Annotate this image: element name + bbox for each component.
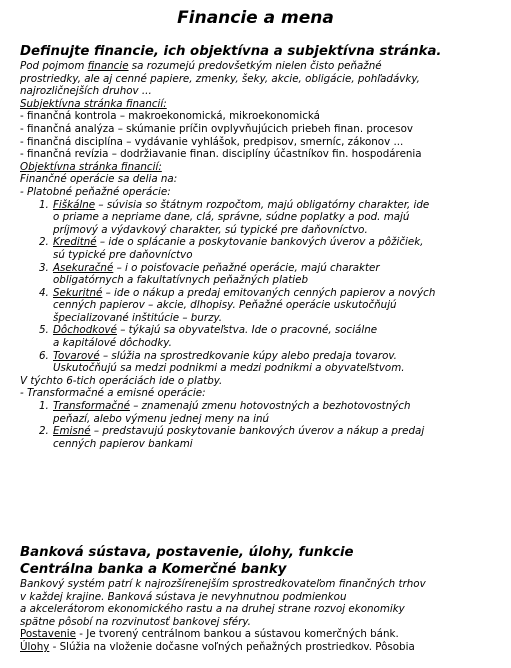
body-text: spätne pôsobí na rozvinutosť bankovej sféry. [20,615,251,628]
operation-text: peňazí, alebo výmenu jednej meny na inú [53,412,270,425]
operation-text: príjmový a výdavkový charakter, sú typické pre daňovníctvo. [53,223,368,236]
operation-text: cenných papierov bankami [53,437,193,450]
list-item: - finančná disciplína – vydávanie vyhlášok, predpisov, smerníc, zákonov ... [20,135,404,148]
list-item [20,287,505,325]
intro-paragraph [20,60,505,98]
section-banking [20,545,505,654]
subjective-heading: Subjektívna stránka financií: [20,97,167,110]
operation-text: Uskutočňujú sa medzi podnikmi a medzi podnikmi a obyvateľstvom. [53,362,405,375]
operation-text: cenných papierov – akcie, dlhopisy. Peňažné operácie uskutočňujú [53,299,397,312]
operation-text: o priame a nepriame dane, clá, správne, súdne poplatky a pod. majú [53,211,410,224]
operation-text: – ide o splácanie a poskytovanie bankových úverov a pôžičiek, [96,236,424,249]
section-heading: Definujte financie, ich objektívna a subjektívna stránka. [20,44,442,59]
objective-text: - Platobné peňažné operácie: [20,185,171,198]
position-text: - Je tvorený centrálnom bankou a sústavou komerčných bánk. [76,628,399,641]
operation-text: – týkajú sa obyvateľstva. Ide o pracovné, sociálne [116,324,378,337]
section-subheading: Centrálna banka a Komerčné banky [20,562,287,577]
list-item [20,425,505,450]
operation-name: Dôchodkové [53,324,117,337]
list-item: - finančná analýza – skúmanie príčin ovplyvňujúcich priebeh finan. procesov [20,122,413,135]
body-text: v každej krajine. Banková sústava je nevyhnutnou podmienkou [20,590,347,603]
intro-text: Pod pojmom [20,60,88,72]
subjective-list [20,110,505,160]
section-heading: Banková sústava, postavenie, úlohy, funkcie [20,545,354,560]
body-text: a akcelerátorom ekonomického rastu a na druhej strane rozvoj ekonomiky [20,603,405,616]
list-item [20,324,505,349]
list-number: 2. [39,425,49,438]
position-line [20,628,505,641]
payment-summary: V týchto 6-tich operáciách ide o platby. [20,374,223,387]
intro-text: najrozličnejších druhov ... [20,85,152,98]
list-item [20,350,505,375]
objective-text: Finančné operácie sa delia na: [20,173,178,186]
list-item [20,262,505,287]
operation-name: Transformačné [53,400,130,413]
list-number: 2. [39,236,49,249]
tasks-line [20,641,505,654]
tasks-label: Úlohy [20,640,50,653]
list-item [20,400,505,425]
operation-text: a kapitálové dôchodky. [53,337,172,350]
list-number: 3. [39,261,49,274]
list-item: - finančná revízia – dodržiavanie finan. disciplíny účastníkov fin. hospodárenia [20,148,422,161]
operation-name: Asekuračné [53,261,114,274]
page-title: Financie a mena [177,8,334,28]
list-number: 6. [39,349,49,362]
list-number: 1. [39,400,49,413]
operation-name: Kreditné [53,236,97,249]
transform-operations-list [20,400,505,450]
intro-text: sa rozumejú predovšetkým nielen čisto peňažné [128,60,382,72]
operation-text: – znamenajú zmenu hotovostných a bezhotovostných [129,400,411,413]
operation-text: špecializované inštitúcie – burzy. [53,311,223,324]
transform-heading: - Transformačné a emisné operácie: [20,387,206,400]
operation-name: Fiškálne [53,198,96,211]
operation-name: Emisné [53,425,91,438]
operation-name: Sekuritné [53,286,103,299]
finance-term-link[interactable]: financie [87,60,129,72]
section-finance [20,44,505,450]
operation-text: obligatórnych a fakultatívnych peňažných platieb [53,274,309,287]
list-item: - finančná kontrola – makroekonomická, mikroekonomická [20,110,320,123]
list-item [20,236,505,261]
objective-heading: Objektívna stránka financií: [20,160,162,173]
intro-text: prostriedky, ale aj cenné papiere, zmenky, šeky, akcie, obligácie, pohľadávky, [20,72,420,85]
list-item [20,199,505,237]
body-text: Bankový systém patrí k najrozšírenejším sprostredkovateľom finančných trhov [20,578,426,590]
operation-text: – súvisia so štátnym rozpočtom, majú obligatórny charakter, ide [95,198,430,211]
list-number: 5. [39,324,49,337]
payment-operations-list [20,199,505,375]
list-number: 1. [39,198,49,211]
operation-text: – i o poisťovacie peňažné operácie, majú charakter [113,261,380,274]
tasks-text: - Slúžia na vloženie dočasne voľných peňažných prostriedkov. Pôsobia [49,640,415,653]
position-label: Postavenie [20,628,77,641]
operation-text: – predstavujú poskytovanie bankových úverov a nákup a predaj [90,425,425,438]
operation-text: – ide o nákup a predaj emitovaných cenných papierov a nových [102,286,436,299]
operation-name: Tovarové [53,349,100,362]
operation-text: sú typické pre daňovníctvo [53,248,193,261]
operation-text: – slúžia na sprostredkovanie kúpy alebo predaja tovarov. [99,349,397,362]
list-number: 4. [39,286,49,299]
